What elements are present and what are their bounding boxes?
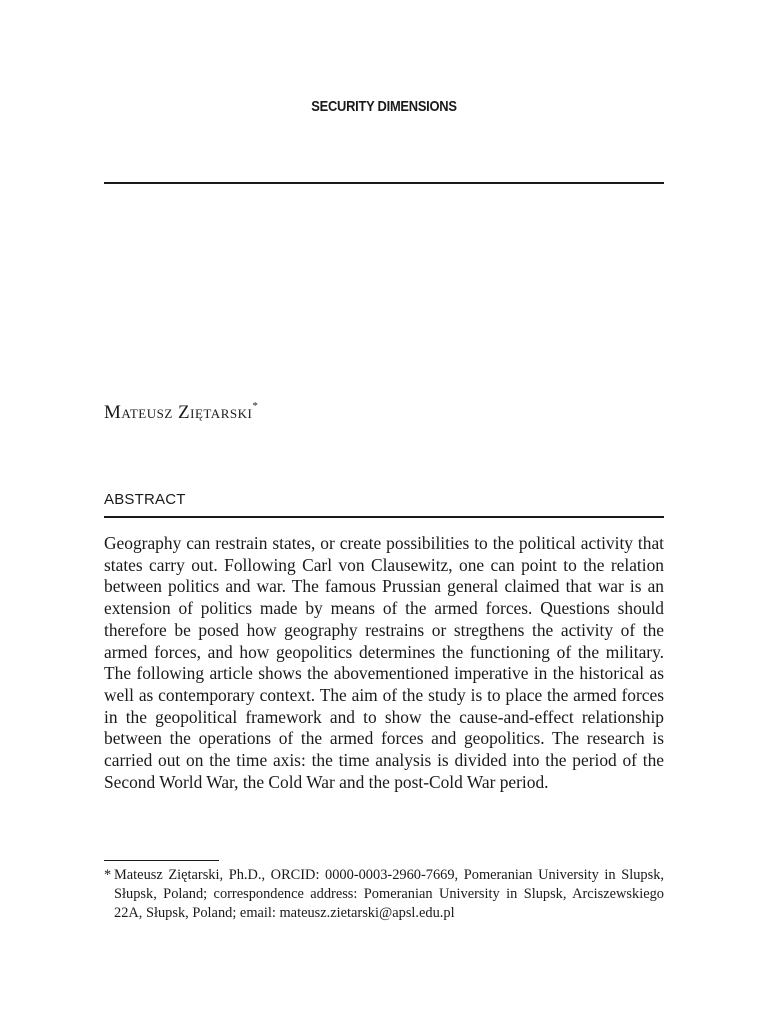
abstract-divider	[104, 516, 664, 518]
author-name	[104, 402, 258, 424]
author-name-text: Mateusz Ziętarski	[104, 402, 253, 423]
footnote-marker: *	[104, 867, 112, 883]
footnote-divider	[104, 860, 219, 861]
footnote-text: Mateusz Ziętarski, Ph.D., ORCID: 0000-0003-2960-7669, Pomeranian University in Slupsk, Słupsk, Poland; correspondence address: Pomeranian University in Slupsk, Arciszewskiego 22A, Słupsk, Poland; email: mateusz.zietarski@apsl.edu.pl	[114, 867, 664, 921]
journal-title: SECURITY DIMENSIONS	[311, 98, 457, 115]
abstract-heading: ABSTRACT	[104, 491, 186, 508]
author-footnote-marker: *	[252, 400, 259, 412]
abstract-text: Geography can restrain states, or create possibilities to the political activity that states carry out. Following Carl von Clausewitz, one can point to the relation between politics and war. The famous Prussian general claimed that war is an extension of politics made by means of the armed forces. Questions should therefore be posed how geography restrains or stregthens the activity of the armed forces, and how geopolitics determines the functioning of the military. The following article shows the abovementioned imperative in the historical as well as contemporary context. The aim of the study is to place the armed forces in the geopolitical framework and to show the cause-and-effect relationship between the operations of the armed forces and geopolitics. The research is carried out on the time axis: the time analysis is divided into the period of the Second World War, the Cold War and the post-Cold War period.	[104, 533, 664, 792]
header-divider	[104, 182, 664, 184]
author-footnote	[104, 866, 664, 923]
